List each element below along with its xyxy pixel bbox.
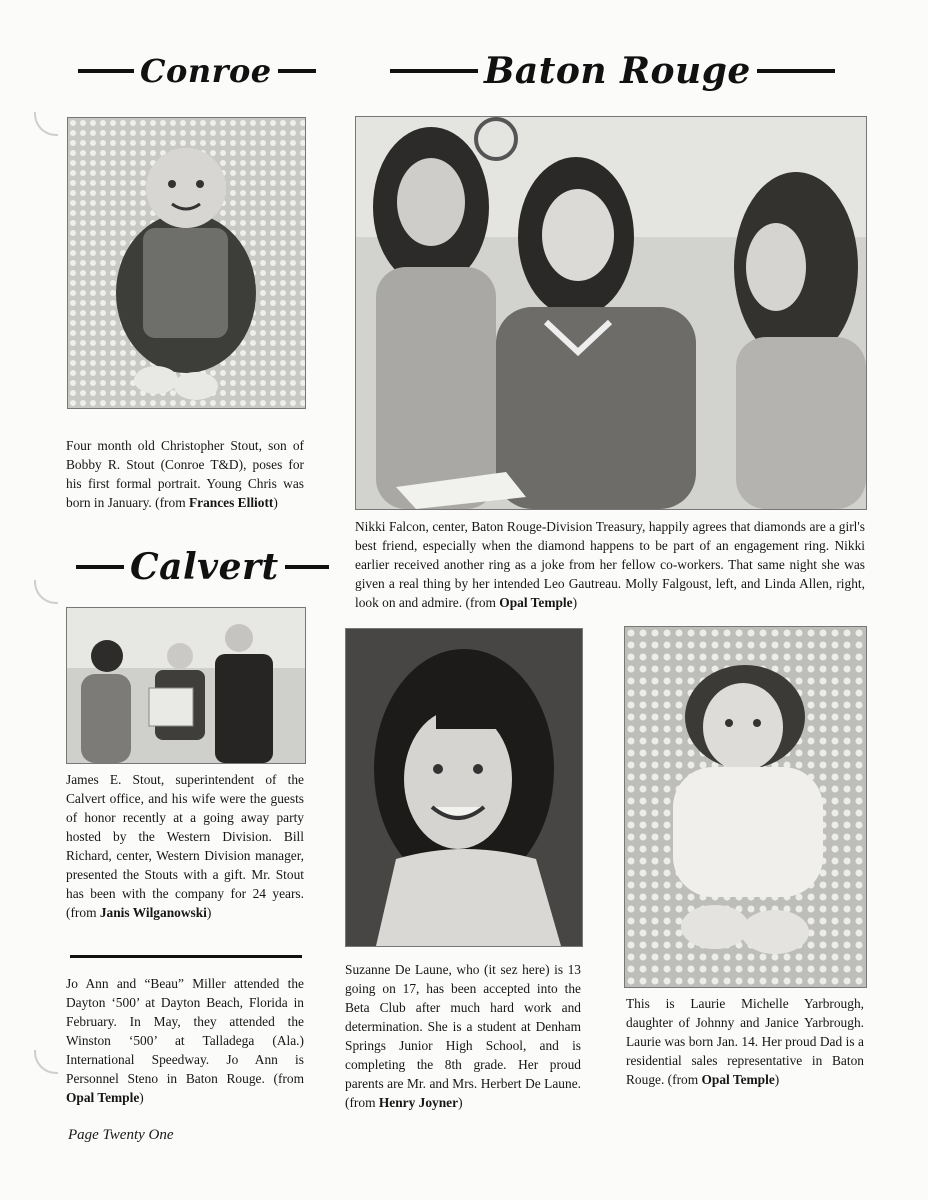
caption-suzanne-close: ): [458, 1095, 463, 1110]
caption-christopher-stout: [66, 436, 304, 512]
caption-joann-miller: [66, 974, 304, 1107]
caption-laurie-close: ): [774, 1072, 780, 1087]
punch-hole-mark: [34, 580, 58, 604]
caption-nikki-close: ): [572, 595, 578, 610]
caption-nikki-falcon: [355, 517, 865, 612]
caption-suzanne-de-laune: [345, 960, 581, 1112]
punch-hole-mark: [34, 1050, 58, 1074]
caption-christopher-text: Four month old Christopher Stout, son of Bobby R. Stout (Conroe T&D), poses for his first formal portrait. Young Chris was born in January. (from: [66, 438, 304, 510]
punch-hole-mark: [34, 112, 58, 136]
three-women-illustration: [356, 117, 866, 509]
heading-conroe: [78, 52, 316, 90]
caption-nikki-text: Nikki Falcon, center, Baton Rouge-Division Treasury, happily agrees that diamonds are a girl's best friend, especially when the diamond happens to be part of an engagement ring. Nikki earlier received another ring as a joke from her fellow co-workers. That same night she was given a real thing by her intended Leo Gautreau. Molly Falgoust, left, and Linda Allen, right, look on and admire. (from: [355, 519, 865, 610]
caption-laurie-text: This is Laurie Michelle Yarbrough, daughter of Johnny and Janice Yarbrough. Laurie was born Jan. 14. Her proud Dad is a residential sales representative in Baton Rouge. (from: [626, 996, 864, 1087]
heading-baton-rouge: [390, 50, 835, 92]
caption-suzanne-text: Suzanne De Laune, who (it sez here) is 13 going on 17, has been accepted into the Beta Club after much hard work and determination. She is a student at Denham Springs Junior High School, and is completing the 8th grade. Her proud parents are Mr. and Mrs. Herbert De Laune. (from: [345, 962, 581, 1110]
caption-laurie-credit: Opal Temple: [701, 1072, 775, 1087]
photo-james-stout: [66, 607, 306, 764]
caption-james-credit: Janis Wilganowski: [99, 905, 207, 920]
caption-nikki-credit: Opal Temple: [499, 595, 573, 610]
caption-joann-text: Jo Ann and “Beau” Miller attended the Dayton ‘500’ at Dayton Beach, Florida in February. In May, they attended the Winston ‘500’ at Talladega (Ala.) International Speedway. Jo Ann is Personnel Steno in Baton Rouge. (from: [66, 976, 304, 1086]
caption-james-text: James E. Stout, superintendent of the Calvert office, and his wife were the guests of honor recently at a going away party hosted by the Western Division. Bill Richard, center, Western Division manager, presented the Stouts with a gift. Mr. Stout has been with the company for 24 years. (from: [66, 772, 304, 920]
baby-portrait-illustration: [68, 118, 305, 408]
infant-portrait-illustration: [625, 627, 866, 987]
caption-laurie-yarbrough: [626, 994, 864, 1089]
photo-nikki-falcon: [355, 116, 867, 510]
caption-james-close: ): [206, 905, 212, 920]
heading-baton-rouge-text: Baton Rouge: [484, 50, 751, 92]
gift-presentation-illustration: [67, 608, 305, 763]
section-divider: [70, 955, 302, 958]
caption-suzanne-credit: Henry Joyner: [378, 1095, 459, 1110]
heading-calvert: [76, 546, 329, 588]
caption-joann-close: ): [139, 1090, 144, 1105]
photo-christopher-stout: [67, 117, 306, 409]
photo-suzanne-de-laune: [345, 628, 583, 947]
photo-laurie-yarbrough: [624, 626, 867, 988]
caption-christopher-credit: Frances Elliott: [188, 495, 274, 510]
caption-christopher-close: ): [273, 495, 278, 510]
caption-james-stout: [66, 770, 304, 922]
girl-portrait-illustration: [346, 629, 582, 946]
page-number: Page Twenty One: [68, 1127, 174, 1143]
heading-conroe-text: Conroe: [140, 52, 272, 90]
caption-joann-credit: Opal Temple: [66, 1090, 140, 1105]
heading-calvert-text: Calvert: [130, 546, 279, 588]
